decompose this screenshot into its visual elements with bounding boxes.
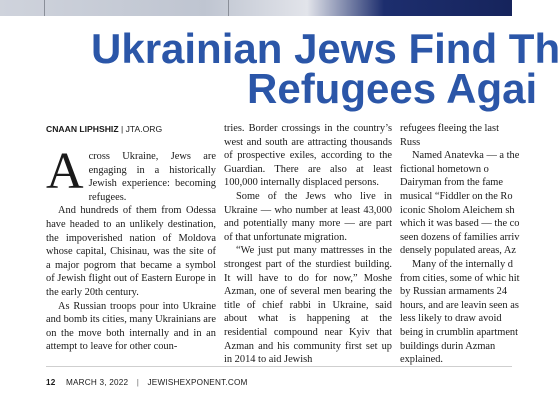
author-name: CNAAN LIPHSHIZ <box>46 124 119 134</box>
paragraph-text: cross Ukraine, Jews are engaging in a historically Jewish experience: becoming refugees. <box>88 151 216 203</box>
footer-separator: | <box>136 378 140 387</box>
byline-separator: | <box>120 124 126 134</box>
headline-line-2: Refugees Agai <box>247 65 538 112</box>
article-column-3 <box>400 122 520 367</box>
photo-divider <box>228 0 229 16</box>
headline-line-1: Ukrainian Jews Find Th <box>91 25 560 72</box>
byline-source: JTA.ORG <box>125 124 163 134</box>
paragraph: tries. Border crossings in the country’s west and south are attracting thousands of prospective exiles, according to the Guardian. There are also at least 100,000 internally displaced persons. <box>224 123 392 189</box>
paragraph: Named Anatevka — a the fictional hometown o Dairyman from the fame musical “Fiddler on the Ro iconic Sholom Aleichem sh which it was based — the co seen dozens of families arriv densely populated areas, Az <box>400 150 520 257</box>
footer-divider <box>46 366 512 367</box>
issue-date: MARCH 3, 2022 <box>66 378 129 387</box>
paragraph: refugees fleeing the last Russ <box>400 123 499 148</box>
paragraph: “We just put many mattresses in the strongest part of the sturdiest building. It will have to do for now,” Moshe Azman, one of several men bearing the title of chief rabbi in Ukraine, said about what is happening at the residential compound near Kyiv that Azman and his community first set up in 2014 to aid Jewish <box>224 245 392 366</box>
article-column-1 <box>46 143 216 354</box>
article-column-2 <box>224 122 392 367</box>
website: JEWISHEXPONENT.COM <box>147 378 248 387</box>
header-photo <box>0 0 512 16</box>
byline <box>46 124 162 134</box>
paragraph: Some of the Jews who live in Ukraine — who number at least 43,000 and potentially many more — are part of that unfortunate migration. <box>224 190 392 243</box>
page-footer <box>46 378 248 387</box>
drop-cap: A <box>46 143 84 200</box>
paragraph: Many of the internally d from cities, some of whic hit by Russian armaments 24 hours, and are leavin seen as less likely to draw avoid being in crumblin apartment buildings durin Azman explained. <box>400 258 520 366</box>
paragraph <box>46 143 216 204</box>
paragraph: And hundreds of them from Odessa have headed to an unlikely destination, the impoverished nation of Moldova whose capital, Chisinau, was the site of a major pogrom that became a symbol of Jewish flight out of Eastern Europe in the early 20th century. <box>46 205 216 298</box>
paragraph: As Russian troops pour into Ukraine and bomb its cities, many Ukrainians are on the move both internally and in an attempt to leave for other coun- <box>46 300 216 353</box>
page-number: 12 <box>46 378 56 387</box>
photo-divider <box>44 0 45 16</box>
